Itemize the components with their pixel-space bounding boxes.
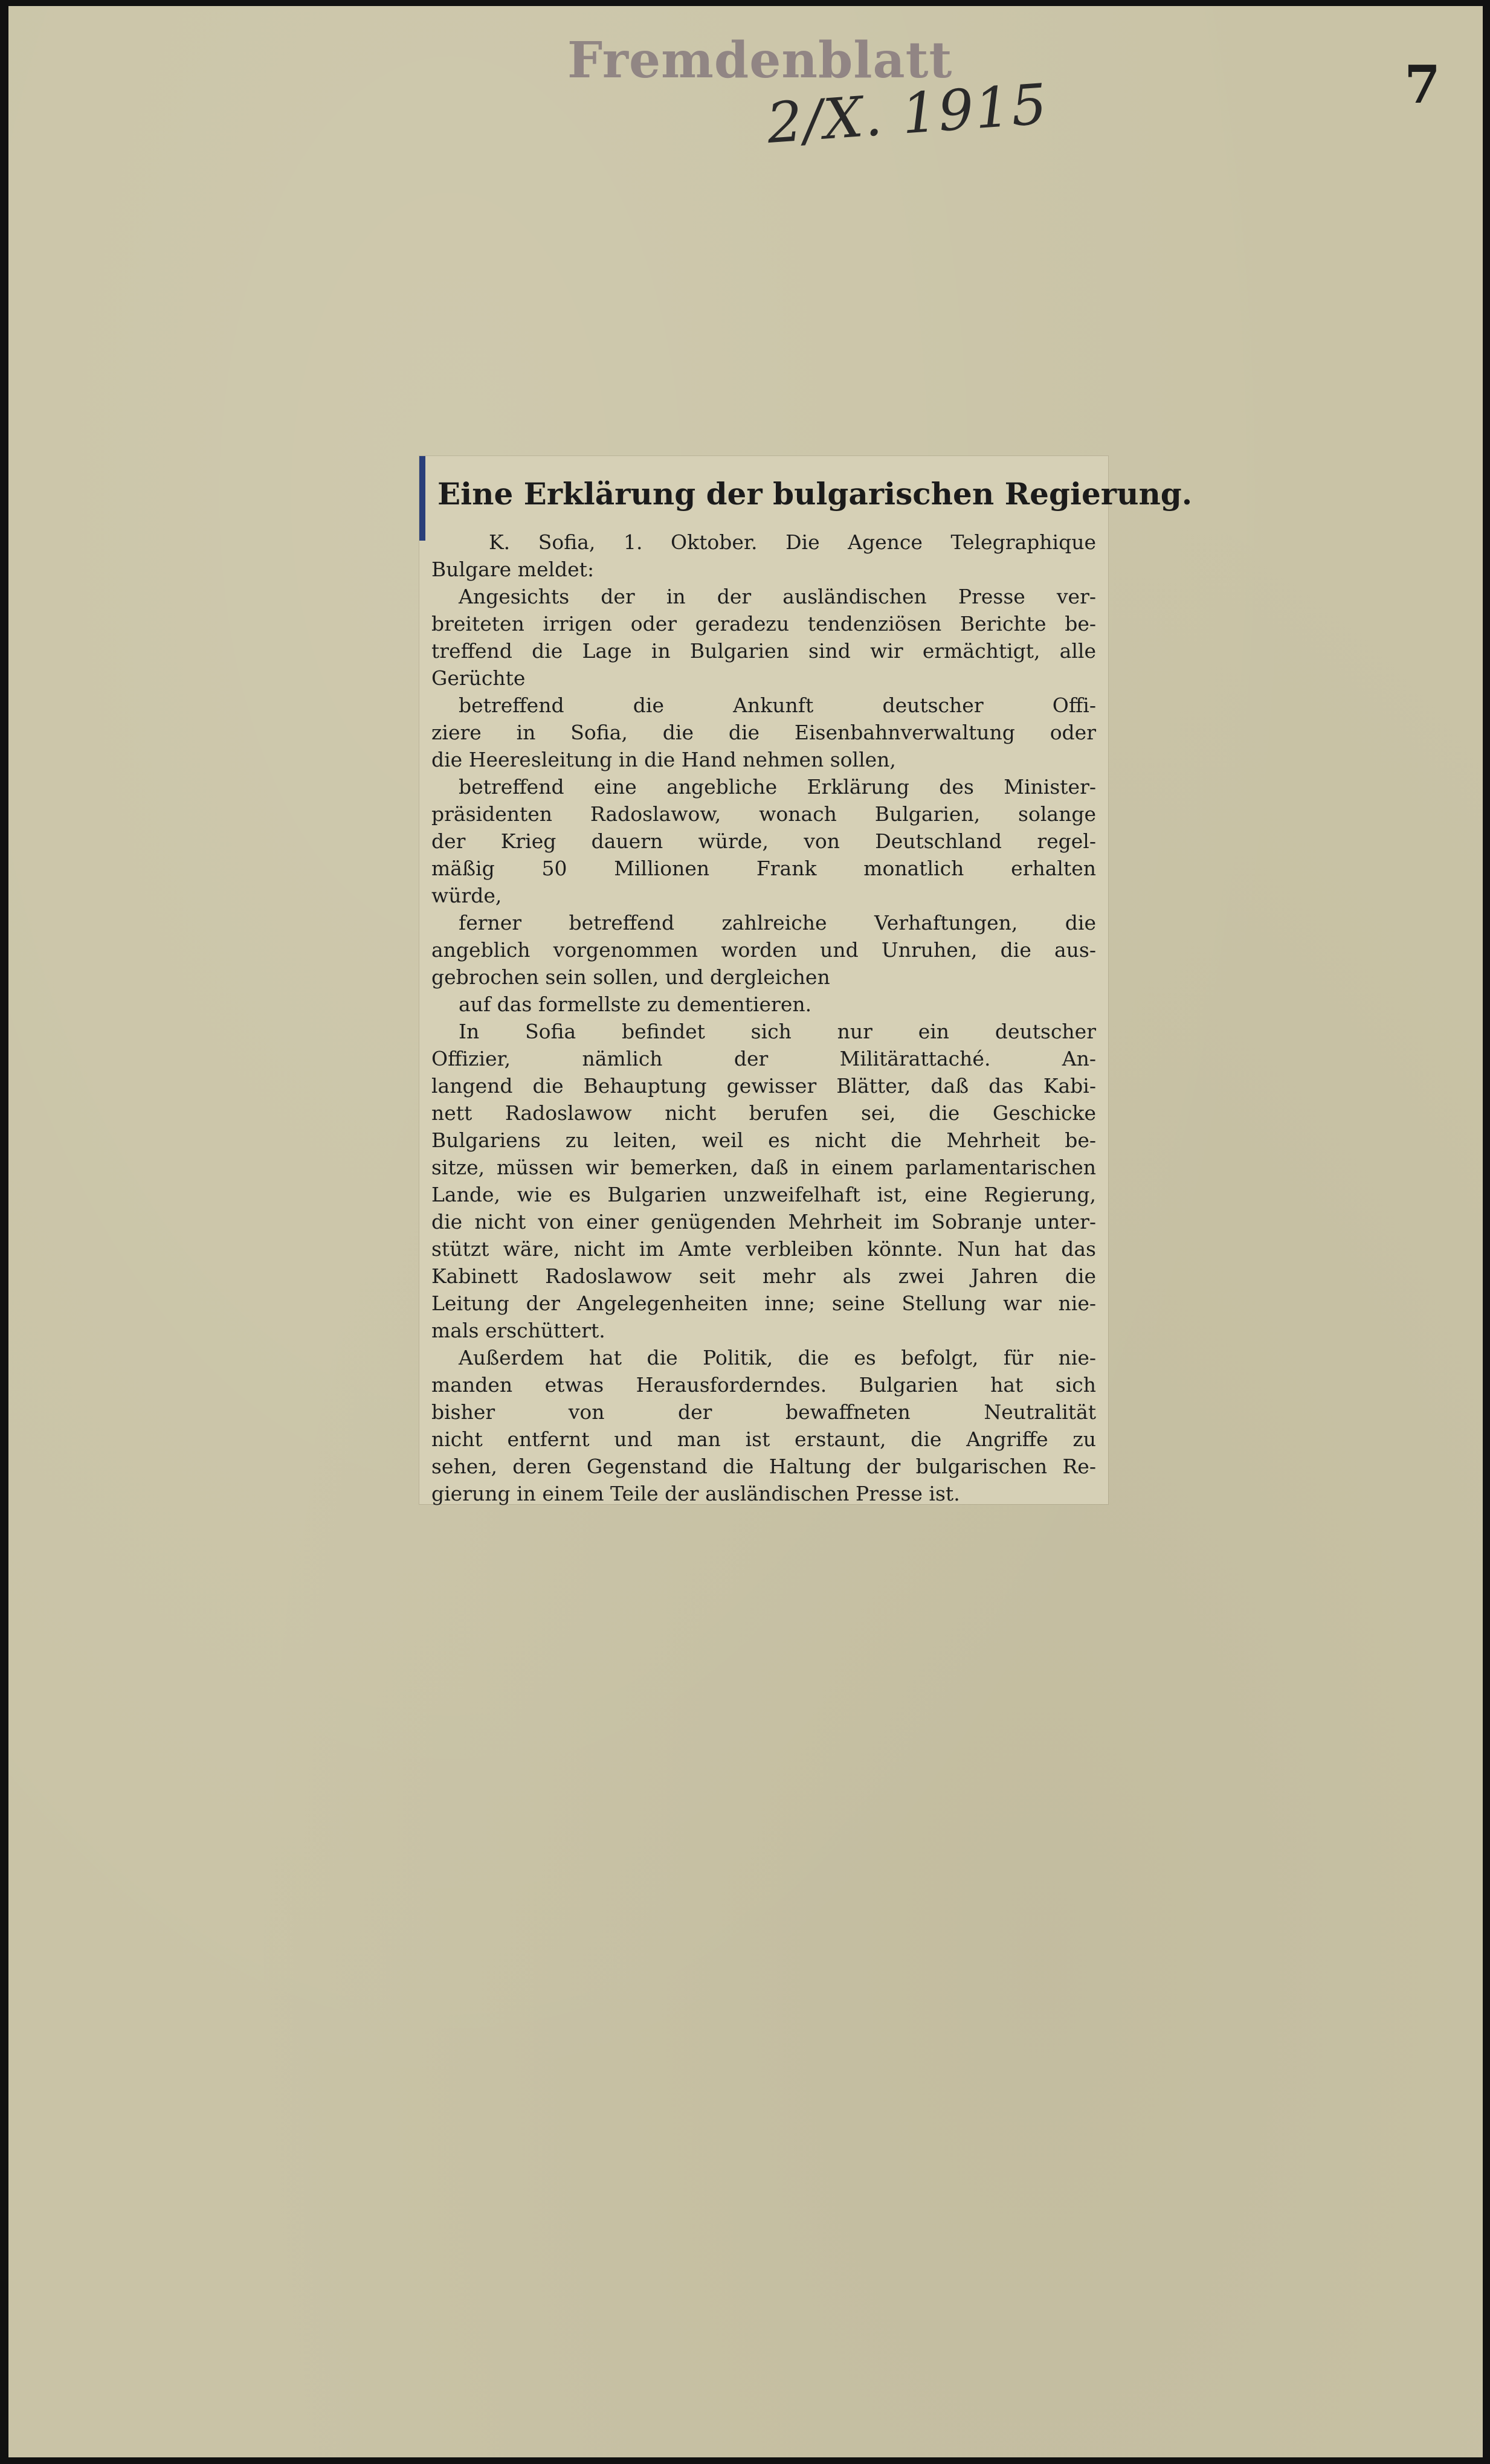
article-line: der Krieg dauern würde, von Deutschland regel- [431,829,1096,853]
article-line: Lande, wie es Bulgarien unzweifelhaft ist, eine Regierung, [431,1183,1096,1206]
article-line: Kabinett Radoslawow seit mehr als zwei Jahren die [431,1264,1096,1288]
article-headline: Eine Erklärung der bulgarischen Regierung. [437,476,1193,512]
article-line: betreffend die Ankunft deutscher Offi- [459,693,1096,717]
article-line: nicht entfernt und man ist erstaunt, die Angriffe zu [431,1427,1096,1451]
article-line: würde, [431,884,502,907]
article-line: Bulgare meldet: [431,558,595,581]
article-line: nett Radoslawow nicht berufen sei, die Geschicke [431,1101,1096,1125]
article-line: Gerüchte [431,666,526,690]
article-body [431,529,1096,1507]
article-line: auf das formellste zu dementieren. [459,992,812,1016]
article-line: ferner betreffend zahlreiche Verhaftungen, die [459,911,1096,934]
article-line: sehen, deren Gegenstand die Haltung der bulgarischen Re- [431,1455,1096,1478]
article-line: In Sofia befindet sich nur ein deutscher [459,1020,1096,1043]
article-line: betreffend eine angebliche Erklärung des Minister- [459,775,1096,799]
article-line: gebrochen sein sollen, und dergleichen [431,965,830,989]
article-line: die nicht von einer genügenden Mehrheit im Sobranje unter- [431,1210,1096,1234]
article-line: ziere in Sofia, die die Eisenbahnverwaltung oder [431,721,1096,744]
article-line: sitze, müssen wir bemerken, daß in einem parlamentarischen [431,1156,1096,1179]
article-line: Angesichts der in der ausländischen Presse ver- [459,585,1096,608]
article-line: mäßig 50 Millionen Frank monatlich erhalten [431,857,1096,880]
article-line: Bulgariens zu leiten, weil es nicht die Mehrheit be- [431,1128,1096,1152]
article-line: bisher von der bewaffneten Neutralität [431,1400,1096,1424]
archive-sheet [8,6,1483,2457]
article-line: stützt wäre, nicht im Amte verbleiben könnte. Nun hat das [431,1237,1096,1261]
article-line: gierung in einem Teile der ausländischen Presse ist. [431,1482,960,1505]
article-line: angeblich vorgenommen worden und Unruhen, die aus- [431,938,1096,962]
article-line: treffend die Lage in Bulgarien sind wir ermächtigt, alle [431,639,1096,663]
article-line: langend die Behauptung gewisser Blätter, daß das Kabi- [431,1074,1096,1098]
article-line: präsidenten Radoslawow, wonach Bulgarien, solange [431,802,1096,826]
article-line: Offizier, nämlich der Militärattaché. An- [431,1047,1096,1070]
clipping-edge-mark [419,456,425,541]
article-line: manden etwas Herausforderndes. Bulgarien hat sich [431,1373,1096,1397]
article-line: mals erschüttert. [431,1319,605,1342]
article-line: breiteten irrigen oder geradezu tendenziösen Berichte be- [431,612,1096,635]
article-line: K. Sofia, 1. Oktober. Die Agence Telegraphique [489,530,1096,554]
article-line: die Heeresleitung in die Hand nehmen sollen, [431,748,896,771]
newspaper-clipping [419,456,1193,1505]
newspaper-stamp: Fremdenblatt [567,31,953,89]
article-line: Außerdem hat die Politik, die es befolgt, für nie- [459,1346,1096,1369]
page-number: 7 [1404,54,1440,115]
article-line: Leitung der Angelegenheiten inne; seine Stellung war nie- [431,1292,1096,1315]
handwritten-date: 2/X. 1915 [764,71,1050,156]
